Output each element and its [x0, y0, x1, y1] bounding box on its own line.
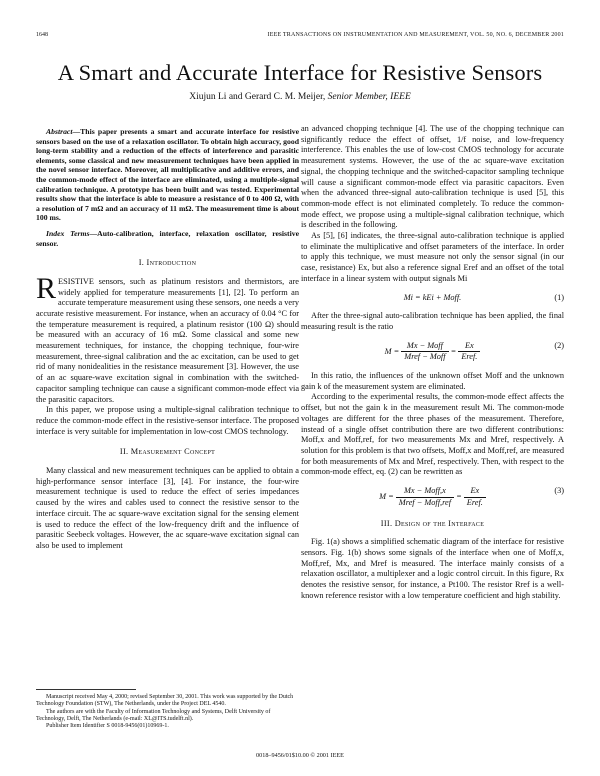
index-terms-label: Index Terms — [46, 228, 90, 238]
equation-2-number: (2) — [554, 340, 564, 350]
right-paragraph-6: Fig. 1(a) shows a simplified schematic diagram of the interface for resistive sensors. Fig. 1(b) shows some signals of the interface when one of Moff,x, Moff,ref, Mx, and Mref is measured. The interface mainly consists of a relaxation oscillator, a multiplexer and a logic control circuit. In this figure, Rx denotes the resistive sensor, for instance, a Pt100. The resistor Rref is a well-known reference resistor with a low temperature coefficient and high stability. — [301, 537, 564, 600]
intro-paragraph-2: In this paper, we propose using a multiple-signal calibration technique to reduce the common-mode effect in the resistive-sensor interface. The proposed interface is very suitable for implementation in low-cost CMOS technology. — [36, 405, 299, 436]
equation-2: M = $\frac{\text{Mx − Moff}}{\text{Mref − Moff}}$ = $\frac{Ex}{\text{Eref.}}$ (2) — [384, 340, 564, 362]
left-column — [36, 124, 299, 552]
footnote-publisher-id: Publisher Item Identifier S 0018-9456(01)10969-1. — [46, 723, 169, 730]
footnote-manuscript: Manuscript received May 4, 2000; revised September 30, 2001. This work was supported by the Dutch Technology Foundation (STW), The Netherlands, under the Project DEL 4540. — [36, 694, 294, 708]
abstract-label: Abstract — [46, 127, 73, 136]
page-number: 1648 — [36, 32, 48, 38]
journal-header: IEEE TRANSACTIONS ON INSTRUMENTATION AND MEASUREMENT, VOL. 50, NO. 6, DECEMBER 2001 — [267, 32, 564, 38]
authors — [0, 92, 600, 102]
section-heading-design: III. Design of the Interface — [380, 518, 485, 528]
footnote-rule — [36, 689, 136, 690]
section-heading-introduction: I. Introduction — [138, 258, 197, 268]
copyright-footer: 0018–9456/01$10.00 © 2001 IEEE — [256, 752, 344, 759]
equation-3: M = $\frac{\text{Mx − Moff,x}}{\text{Mref − Moff,ref}}$ = $\frac{Ex}{\text{Eref.}}$ (3) — [379, 486, 564, 507]
footnote-affiliation: The authors are with the Faculty of Information Technology and Systems, Delft University of Technology, Delft, The Netherlands (e-mail: XL@ITS.tudelft.nl). — [36, 708, 271, 722]
right-column — [301, 124, 564, 601]
author-names: Xiujun Li and Gerard C. M. Meijer, — [189, 92, 326, 102]
abstract: Abstract—This paper presents a smart and accurate interface for resistive sensors based on the use of a relaxation oscillator. To obtain high accuracy, good long-term stability and a reduction of the effects of interference and parasitic elements, some classical and new measurement techniques have been applied in the novel sensor interface. Moreover, all multiplicative and additive errors, and the common-mode effect of the interface are eliminated, using a multiple-signal calibration technique. A prototype has been built and was tested. Experimental results show that the interface is able to measure a resistance of 0 to 400 Ω, with a resolution of 7 mΩ and an accuracy of 11 mΩ. The measurement time is about 100 ms. — [36, 127, 299, 223]
right-paragraph-5: According to the experimental results, the common-mode effect affects the offset, but not the gain k in the measurement result Mi. The common-mode voltages are different for the three phases of the measurement. Therefore, instead of a single offset contribution there are two different contributions: Moff,x and Moff,ref, for two measurements Mx and Mref, respectively. A solution for this problem is that two offsets, Moff,x and Moff,ref, are measured for both measurements of Mx and Mref, respectively. Then, with respect to the common-mode effect, eq. (2) can be rewritten as — [301, 392, 564, 477]
right-paragraph-3: After the three-signal auto-calibration technique has been applied, the final measuring result is the ratio — [301, 311, 564, 331]
section-heading-measurement-concept: II. Measurement Concept — [119, 447, 216, 457]
equation-3-number: (3) — [554, 486, 564, 496]
right-paragraph-4: In this ratio, the influences of the unknown offset Moff and the unknown gain k of the measurement system are eliminated. — [301, 371, 564, 391]
index-terms: Index Terms—Auto-calibration, interface, relaxation oscillator, resistive sensor. — [36, 228, 299, 248]
concept-paragraph-1: Many classical and new measurement techniques can be applied to obtain a high-performance sensor interface [3], [4]. For instance, the four-wire measurement technique is used to reduce the effect of series impedances caused by the wires and cables used to connect the resistive sensor to the interface circuit. The ac square-wave excitation signal for the sensing element is used to reduce the effect of the low-frequency drift and the influence of parasitic Seebeck voltages. However, the ac square-wave excitation signal can also be used to implement — [36, 466, 299, 550]
equation-1-number: (1) — [554, 292, 564, 302]
right-paragraph-1: an advanced chopping technique [4]. The use of the chopping technique can significantly reduce the effect of offset, 1/f noise, and low-frequency interference. This enables the use of low-cost CMOS technology for accurate measurement systems. However, the use of the ac square-wave excitation signal, the chopping technique and the switched-capacitor sampling technique will cause a significant common-mode effect via parasitic capacitors. Even when the advanced three-signal auto-calibration technique is used [5], this common-mode effect is not eliminated completely. To reduce the common-mode effect, we propose using a multiple-signal calibration technique, which is described in the following. — [301, 124, 564, 230]
abstract-text: This paper presents a smart and accurate interface for resistive sensors based on the use of a relaxation oscillator. To obtain high accuracy, good long-term stability and a reduction of the effects of interference and parasitic elements, some classical and new measurement techniques have been applied in the novel sensor interface. Moreover, all multiplicative and additive errors, and the common-mode effect of the interface are eliminated, using a multiple-signal calibration technique. A prototype has been built and was tested. Experimental results show that the interface is able to measure a resistance of 0 to 400 Ω, with a resolution of 7 mΩ and an accuracy of 11 mΩ. The measurement time is about 100 ms. — [36, 127, 299, 223]
right-paragraph-2: As [5], [6] indicates, the three-signal auto-calibration technique is applied to eliminate the multiplicative and offset parameters of the interface. In order to apply this technique, we must measure not only the sensor signal (in our case, resistance) Ex, but also a reference signal Eref and an offset of the total interface in a linear system with output signals Mi — [301, 231, 564, 283]
intro-paragraph-1: RESISTIVE sensors, such as platinum resistors and thermistors, are widely applied for temperature measurements [1], [2]. To perform an accurate temperature measurement using these sensors, one needs a very accurate resistive measurement. For instance, when an accuracy of 0.04 °C for the temperature measurement is required, a platinum resistor (100 Ω) should be measured with an accuracy of 16 mΩ. Some classical and some new measurement techniques, for instance, the chopping technique, four-wire measurement, three-signal calibration and the ac excitation, can be used to get rid of many nonidealities in the resistance measurement [3]. However, the use of an ac square-wave excitation signal in combination with the switched-capacitor sampling technique can cause a significant common-mode effect via the parasitic capacitors. — [36, 271, 299, 404]
footnotes — [36, 689, 299, 730]
drop-cap: R — [36, 271, 57, 305]
paper-title: A Smart and Accurate Interface for Resistive Sensors — [57, 60, 543, 85]
equation-1: Mi = kEi + Moff. (1) — [403, 292, 564, 302]
author-grade: Senior Member, IEEE — [327, 92, 411, 102]
index-terms-text: Auto-calibration, interface, relaxation oscillator, resistive sensor. — [36, 228, 299, 248]
